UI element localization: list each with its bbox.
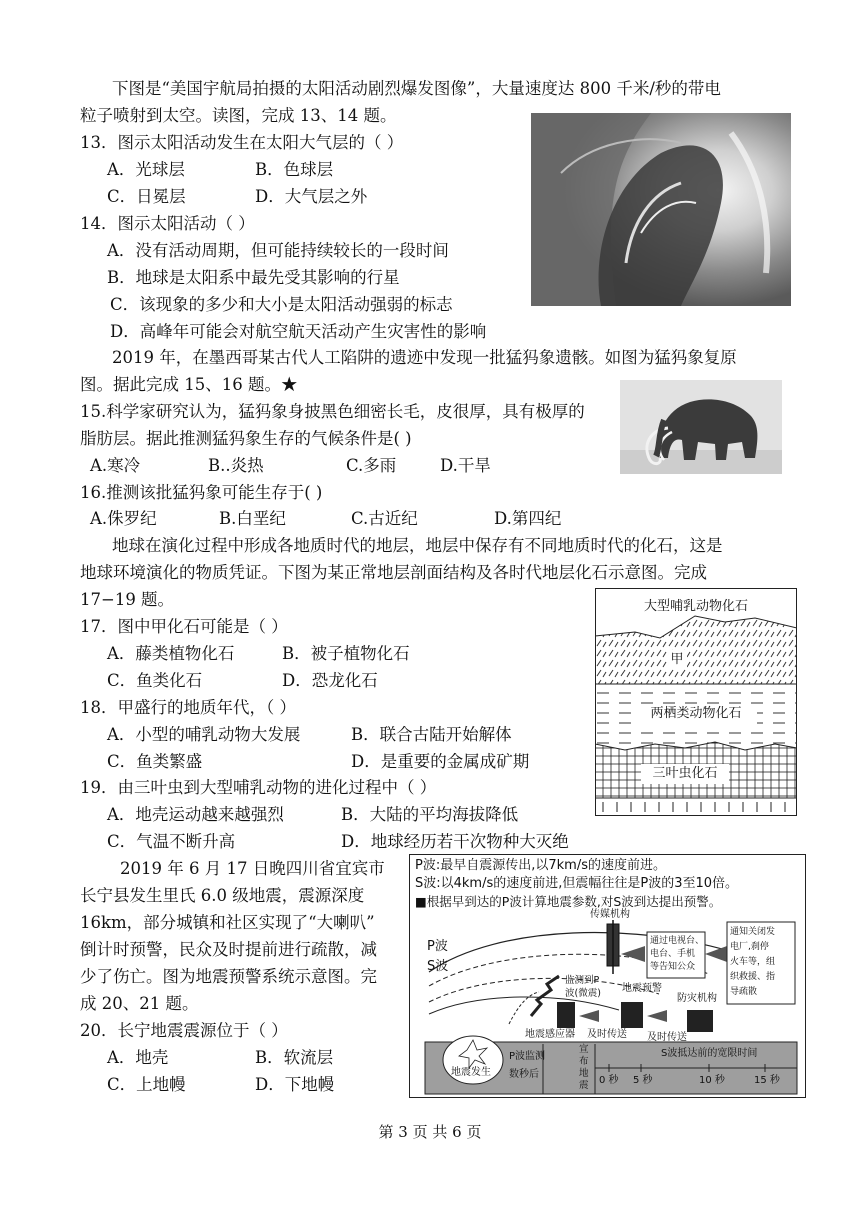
q17-option-a[interactable]: A．藤类植物化石	[107, 644, 235, 663]
q20-option-b[interactable]: B．软流层	[255, 1048, 334, 1067]
quake-pmon-line1: P波监测	[509, 1051, 546, 1062]
intro-20-21-line1: 2019 年 6 月 17 日晚四川省宜宾市	[120, 859, 385, 878]
q16-option-a[interactable]: A.侏罗纪	[90, 509, 157, 528]
intro-20-21-line4: 倒计时预警，民众及时提前进行疏散，减	[80, 940, 377, 959]
mammoth-image	[620, 380, 782, 474]
q18-option-b[interactable]: B．联合古陆开始解体	[351, 725, 512, 744]
q18-option-d[interactable]: D．是重要的金属成矿期	[351, 752, 530, 771]
quake-relay-label-2: 及时传送	[647, 1032, 687, 1043]
quake-notify-line3: 等告知公众	[650, 962, 696, 972]
quake-declare-2: 布	[579, 1056, 589, 1067]
quake-origin-label: 地震发生	[451, 1067, 491, 1078]
quake-time-10: 10 秒	[699, 1075, 725, 1086]
strata-label-large-mammal: 大型哺乳动物化石	[643, 599, 748, 614]
question-14-stem: 14．图示太阳活动（ ）	[80, 214, 255, 233]
intro-15-16-line2: 图。据此完成 15、16 题。★	[80, 375, 298, 394]
quake-action-line2: 电厂,刹停	[730, 942, 769, 952]
q15-option-d[interactable]: D.干旱	[440, 456, 491, 475]
q18-option-a[interactable]: A．小型的哺乳动物大发展	[107, 725, 301, 744]
q14-option-d[interactable]: D．高峰年可能会对航空航天活动产生灾害性的影响	[110, 322, 487, 341]
solar-eruption-image	[531, 113, 791, 306]
q13-option-a[interactable]: A．光球层	[107, 160, 185, 179]
quake-action-line5: 导疏散	[730, 987, 758, 997]
question-15-stem-line2: 脂肪层。据此推测猛犸象生存的气候条件是( )	[80, 429, 412, 448]
q20-option-c[interactable]: C．上地幔	[107, 1075, 186, 1094]
intro-17-19-line2: 地球环境演化的物质凭证。下图为某正常地层剖面结构及各时代地层化石示意图。完成	[80, 563, 707, 582]
earthquake-warning-diagram	[409, 854, 806, 1098]
quake-s-wave-note: S波:以4km/s的速度前进,但震幅往往是P波的3至10倍。	[415, 876, 739, 891]
q17-option-c[interactable]: C．鱼类化石	[107, 671, 203, 690]
q14-option-b[interactable]: B．地球是太阳系中最先受其影响的行星	[107, 268, 400, 287]
question-18-stem: 18．甲盛行的地质年代，（ ）	[80, 698, 296, 717]
q19-option-d[interactable]: D．地球经历若干次物种大灭绝	[341, 832, 569, 851]
quake-detect-line1: 监测到P	[565, 975, 600, 986]
intro-20-21-line6: 成 20、21 题。	[80, 994, 199, 1013]
page-footer: 第 3 页 共 6 页	[378, 1123, 482, 1141]
quake-pmon-line2: 数秒后	[509, 1069, 539, 1080]
intro-17-19-line1: 地球在演化过程中形成各地质时代的地层，地层中保存有不同地质时代的化石，这是	[112, 536, 723, 555]
q16-option-c[interactable]: C.古近纪	[351, 509, 418, 528]
quake-time-0: 0 秒	[599, 1075, 619, 1086]
q13-option-d[interactable]: D．大气层之外	[255, 187, 368, 206]
q14-option-c[interactable]: C．该现象的多少和大小是太阳活动强弱的标志	[110, 295, 453, 314]
q19-option-b[interactable]: B．大陆的平均海拔降低	[341, 805, 519, 824]
intro-20-21-line5: 少了伤亡。图为地震预警系统示意图。完	[80, 967, 377, 986]
intro-13-14-line1: 下图是“美国宇航局拍摄的太阳活动剧烈爆发图像”，大量速度达 800 千米/秒的带电	[112, 79, 721, 98]
quake-time-5: 5 秒	[633, 1075, 653, 1086]
q19-option-a[interactable]: A．地壳运动越来越强烈	[107, 805, 284, 824]
quake-notify-line1: 通过电视台、	[650, 936, 705, 946]
quake-action-line1: 通知关闭发	[730, 927, 776, 937]
q20-option-d[interactable]: D．下地幔	[255, 1075, 335, 1094]
quake-p-label: P波	[427, 939, 448, 954]
quake-window-label: S波抵达前的宽限时间	[661, 1048, 758, 1059]
quake-warning-label: 地震预警	[622, 983, 662, 994]
q13-option-b[interactable]: B．色球层	[255, 160, 334, 179]
strata-profile-diagram	[595, 588, 797, 816]
quake-defense-label: 防灾机构	[677, 993, 717, 1004]
intro-17-19-line3: 17−19 题。	[80, 590, 175, 609]
quake-sensor-label: 地震感应器	[525, 1029, 575, 1040]
quake-warning-note: ■根据早到达的P波计算地震参数,对S波到达提出预警。	[415, 894, 722, 909]
quake-s-label: S波	[427, 959, 449, 974]
q15-option-a[interactable]: A.寒冷	[90, 456, 141, 475]
quake-relay-label-1: 及时传送	[587, 1029, 627, 1040]
quake-declare-3: 地	[579, 1068, 589, 1079]
q14-option-a[interactable]: A．没有活动周期，但可能持续较长的一段时间	[107, 241, 449, 260]
question-16-stem: 16.推测该批猛犸象可能生存于( )	[80, 483, 323, 502]
quake-notify-line2: 电台、手机	[650, 949, 696, 959]
quake-detect-line2: 波(微震)	[565, 988, 601, 999]
strata-label-amphibian: 两栖类动物化石	[650, 706, 742, 721]
intro-13-14-line2: 粒子喷射到太空。读图，完成 13、14 题。	[80, 106, 397, 125]
quake-declare-1: 宣	[579, 1044, 589, 1055]
intro-15-16-line1: 2019 年，在墨西哥某古代人工陷阱的遗迹中发现一批猛犸象遗骸。如图为猛犸象复原	[112, 348, 737, 367]
quake-action-line4: 织救援、指	[730, 972, 776, 982]
quake-media-label: 传媒机构	[590, 909, 630, 920]
strata-label-jia: 甲	[670, 652, 684, 667]
q15-option-b[interactable]: B..炎热	[208, 456, 264, 475]
q15-option-c[interactable]: C.多雨	[346, 456, 397, 475]
strata-label-trilobite: 三叶虫化石	[652, 766, 718, 781]
question-15-stem-line1: 15.科学家研究认为，猛犸象身披黑色细密长毛，皮很厚，具有极厚的	[80, 402, 585, 421]
q18-option-c[interactable]: C．鱼类繁盛	[107, 752, 203, 771]
q17-option-d[interactable]: D．恐龙化石	[282, 671, 378, 690]
quake-p-wave-note: P波:最早自震源传出,以7km/s的速度前进。	[415, 858, 666, 873]
question-20-stem: 20．长宁地震震源位于（ ）	[80, 1021, 288, 1040]
question-19-stem: 19．由三叶虫到大型哺乳动物的进化过程中（ ）	[80, 778, 437, 797]
q20-option-a[interactable]: A．地壳	[107, 1048, 169, 1067]
quake-action-line3: 火车等，组	[730, 957, 776, 967]
q16-option-b[interactable]: B.白垩纪	[219, 509, 286, 528]
q19-option-c[interactable]: C．气温不断升高	[107, 832, 236, 851]
question-17-stem: 17．图中甲化石可能是（ ）	[80, 617, 288, 636]
q13-option-c[interactable]: C．日冕层	[107, 187, 186, 206]
q16-option-d[interactable]: D.第四纪	[494, 509, 562, 528]
question-13-stem: 13．图示太阳活动发生在太阳大气层的（ ）	[80, 133, 404, 152]
quake-time-15: 15 秒	[754, 1075, 780, 1086]
q17-option-b[interactable]: B．被子植物化石	[282, 644, 410, 663]
intro-20-21-line3: 16km，部分城镇和社区实现了“大喇叭”	[80, 913, 375, 932]
intro-20-21-line2: 长宁县发生里氏 6.0 级地震，震源深度	[80, 886, 365, 905]
quake-declare-4: 震	[579, 1080, 589, 1091]
